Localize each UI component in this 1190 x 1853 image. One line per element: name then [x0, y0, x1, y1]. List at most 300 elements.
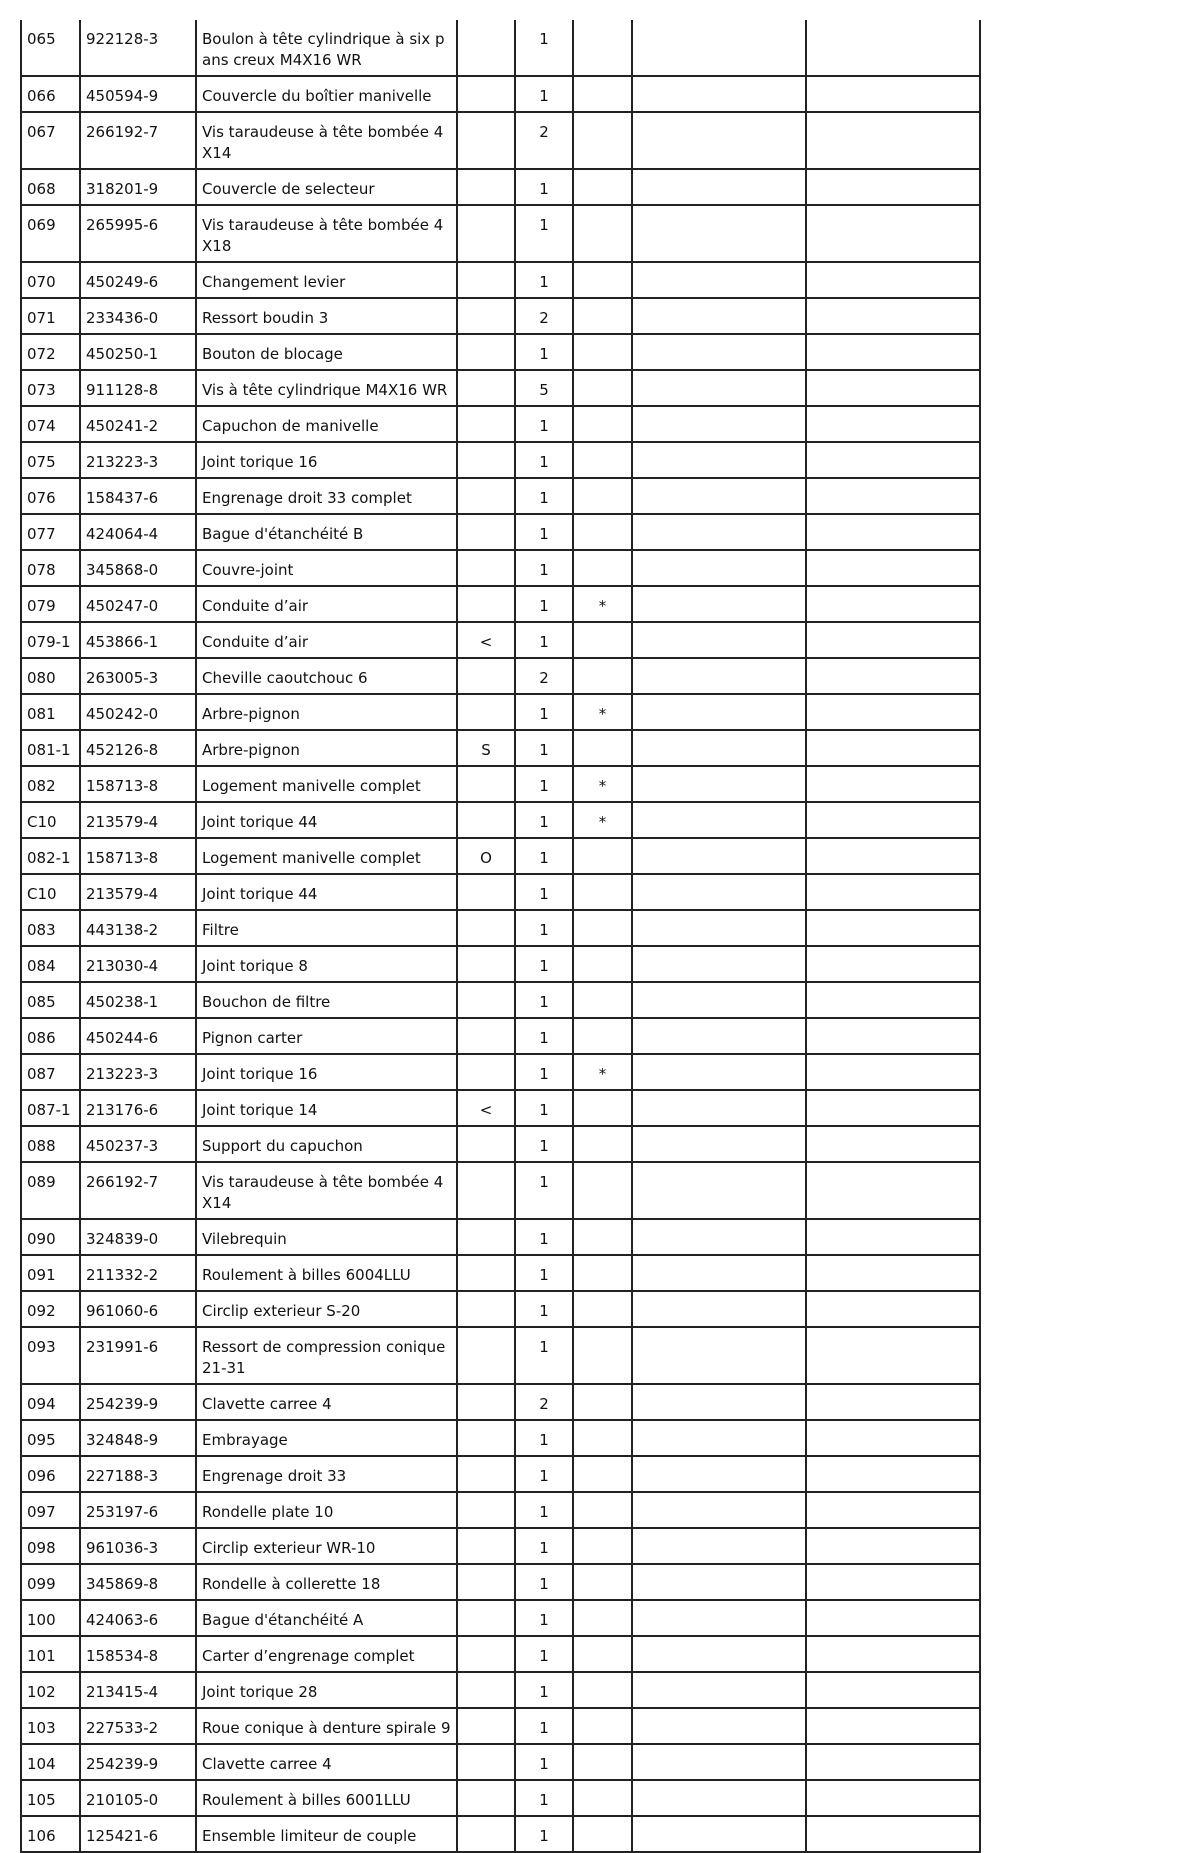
blank-cell — [806, 334, 980, 370]
quantity-cell: 1 — [515, 1528, 573, 1564]
asterisk-cell: * — [573, 586, 632, 622]
blank-cell — [806, 1600, 980, 1636]
asterisk-cell — [573, 205, 632, 262]
quantity-cell: 1 — [515, 802, 573, 838]
item-number-cell: 100 — [21, 1600, 80, 1636]
description-cell: Arbre-pignon — [196, 730, 457, 766]
note-mark-cell — [457, 478, 515, 514]
part-number-cell: 324839-0 — [80, 1219, 196, 1255]
item-number-cell: 091 — [21, 1255, 80, 1291]
blank-cell — [632, 730, 806, 766]
table-row — [21, 406, 980, 442]
part-number-cell: 266192-7 — [80, 1162, 196, 1219]
quantity-cell: 1 — [515, 1291, 573, 1327]
part-number-cell: 227188-3 — [80, 1456, 196, 1492]
description-cell: Ensemble limiteur de couple — [196, 1816, 457, 1852]
part-number-cell: 265995-6 — [80, 205, 196, 262]
description-cell: Joint torique 16 — [196, 1054, 457, 1090]
blank-cell — [632, 478, 806, 514]
description-cell: Support du capuchon — [196, 1126, 457, 1162]
blank-cell — [632, 169, 806, 205]
description-cell: Joint torique 28 — [196, 1672, 457, 1708]
blank-cell — [806, 874, 980, 910]
asterisk-cell — [573, 478, 632, 514]
item-number-cell: 093 — [21, 1327, 80, 1384]
note-mark-cell — [457, 1054, 515, 1090]
item-number-cell: 074 — [21, 406, 80, 442]
description-cell: Vis taraudeuse à tête bombée 4X14 — [196, 1162, 457, 1219]
note-mark-cell — [457, 334, 515, 370]
part-number-cell: 213415-4 — [80, 1672, 196, 1708]
table-row — [21, 658, 980, 694]
note-mark-cell — [457, 550, 515, 586]
table-row — [21, 1219, 980, 1255]
quantity-cell: 1 — [515, 478, 573, 514]
description-cell: Cheville caoutchouc 6 — [196, 658, 457, 694]
asterisk-cell — [573, 730, 632, 766]
blank-cell — [806, 1492, 980, 1528]
note-mark-cell — [457, 514, 515, 550]
part-number-cell: 213579-4 — [80, 802, 196, 838]
description-cell: Joint torique 44 — [196, 874, 457, 910]
quantity-cell: 1 — [515, 1744, 573, 1780]
blank-cell — [806, 622, 980, 658]
part-number-cell: 266192-7 — [80, 112, 196, 169]
table-row — [21, 1708, 980, 1744]
blank-cell — [806, 76, 980, 112]
table-row — [21, 112, 980, 169]
asterisk-cell — [573, 1492, 632, 1528]
description-cell: Ressort boudin 3 — [196, 298, 457, 334]
note-mark-cell — [457, 910, 515, 946]
blank-cell — [806, 1636, 980, 1672]
blank-cell — [806, 1744, 980, 1780]
blank-cell — [632, 946, 806, 982]
part-number-cell: 452126-8 — [80, 730, 196, 766]
part-number-cell: 345868-0 — [80, 550, 196, 586]
blank-cell — [632, 1255, 806, 1291]
note-mark-cell — [457, 76, 515, 112]
blank-cell — [806, 946, 980, 982]
asterisk-cell — [573, 1219, 632, 1255]
note-mark-cell — [457, 370, 515, 406]
note-mark-cell — [457, 1162, 515, 1219]
item-number-cell: 087 — [21, 1054, 80, 1090]
item-number-cell: 096 — [21, 1456, 80, 1492]
item-number-cell: 089 — [21, 1162, 80, 1219]
blank-cell — [632, 112, 806, 169]
item-number-cell: 080 — [21, 658, 80, 694]
description-cell: Bague d'étanchéité B — [196, 514, 457, 550]
blank-cell — [632, 910, 806, 946]
quantity-cell: 1 — [515, 20, 573, 76]
part-number-cell: 922128-3 — [80, 20, 196, 76]
note-mark-cell — [457, 946, 515, 982]
part-number-cell: 450594-9 — [80, 76, 196, 112]
note-mark-cell — [457, 1816, 515, 1852]
description-cell: Circlip exterieur S-20 — [196, 1291, 457, 1327]
item-number-cell: 083 — [21, 910, 80, 946]
blank-cell — [632, 658, 806, 694]
description-cell: Joint torique 8 — [196, 946, 457, 982]
item-number-cell: 106 — [21, 1816, 80, 1852]
blank-cell — [632, 1744, 806, 1780]
parts-list-page — [20, 20, 981, 1853]
table-row — [21, 1636, 980, 1672]
part-number-cell: 450250-1 — [80, 334, 196, 370]
item-number-cell: 071 — [21, 298, 80, 334]
description-cell: Couvercle de selecteur — [196, 169, 457, 205]
item-number-cell: 098 — [21, 1528, 80, 1564]
note-mark-cell: S — [457, 730, 515, 766]
quantity-cell: 1 — [515, 1708, 573, 1744]
asterisk-cell — [573, 1327, 632, 1384]
asterisk-cell — [573, 514, 632, 550]
blank-cell — [806, 694, 980, 730]
blank-cell — [632, 1564, 806, 1600]
blank-cell — [632, 1420, 806, 1456]
table-row — [21, 766, 980, 802]
note-mark-cell — [457, 262, 515, 298]
quantity-cell: 1 — [515, 76, 573, 112]
table-row — [21, 1816, 980, 1852]
blank-cell — [806, 169, 980, 205]
asterisk-cell — [573, 1291, 632, 1327]
table-row — [21, 586, 980, 622]
quantity-cell: 2 — [515, 112, 573, 169]
blank-cell — [632, 586, 806, 622]
table-row — [21, 1162, 980, 1219]
table-row — [21, 1054, 980, 1090]
quantity-cell: 1 — [515, 1219, 573, 1255]
item-number-cell: 082 — [21, 766, 80, 802]
part-number-cell: 158713-8 — [80, 838, 196, 874]
blank-cell — [632, 766, 806, 802]
part-number-cell: 424064-4 — [80, 514, 196, 550]
table-row — [21, 1420, 980, 1456]
note-mark-cell — [457, 694, 515, 730]
item-number-cell: 090 — [21, 1219, 80, 1255]
description-cell: Filtre — [196, 910, 457, 946]
blank-cell — [632, 1528, 806, 1564]
asterisk-cell — [573, 298, 632, 334]
blank-cell — [632, 442, 806, 478]
asterisk-cell — [573, 334, 632, 370]
table-row — [21, 1780, 980, 1816]
blank-cell — [806, 586, 980, 622]
table-row — [21, 1456, 980, 1492]
asterisk-cell — [573, 550, 632, 586]
blank-cell — [632, 802, 806, 838]
note-mark-cell — [457, 658, 515, 694]
item-number-cell: 079 — [21, 586, 80, 622]
note-mark-cell — [457, 205, 515, 262]
note-mark-cell — [457, 442, 515, 478]
item-number-cell: C10 — [21, 802, 80, 838]
note-mark-cell — [457, 1420, 515, 1456]
note-mark-cell — [457, 766, 515, 802]
blank-cell — [632, 1816, 806, 1852]
note-mark-cell — [457, 1219, 515, 1255]
blank-cell — [806, 802, 980, 838]
asterisk-cell — [573, 982, 632, 1018]
table-row — [21, 1600, 980, 1636]
item-number-cell: 068 — [21, 169, 80, 205]
blank-cell — [806, 262, 980, 298]
blank-cell — [632, 76, 806, 112]
blank-cell — [806, 838, 980, 874]
item-number-cell: 087-1 — [21, 1090, 80, 1126]
part-number-cell: 961036-3 — [80, 1528, 196, 1564]
blank-cell — [806, 1090, 980, 1126]
asterisk-cell — [573, 622, 632, 658]
quantity-cell: 1 — [515, 1327, 573, 1384]
blank-cell — [806, 982, 980, 1018]
item-number-cell: 081 — [21, 694, 80, 730]
quantity-cell: 1 — [515, 406, 573, 442]
quantity-cell: 1 — [515, 169, 573, 205]
description-cell: Engrenage droit 33 — [196, 1456, 457, 1492]
note-mark-cell — [457, 1672, 515, 1708]
blank-cell — [632, 514, 806, 550]
quantity-cell: 1 — [515, 730, 573, 766]
item-number-cell: 094 — [21, 1384, 80, 1420]
item-number-cell: 097 — [21, 1492, 80, 1528]
asterisk-cell — [573, 1018, 632, 1054]
asterisk-cell — [573, 946, 632, 982]
note-mark-cell: O — [457, 838, 515, 874]
asterisk-cell — [573, 1636, 632, 1672]
asterisk-cell — [573, 1780, 632, 1816]
note-mark-cell — [457, 1384, 515, 1420]
item-number-cell: 103 — [21, 1708, 80, 1744]
description-cell: Circlip exterieur WR-10 — [196, 1528, 457, 1564]
note-mark-cell — [457, 874, 515, 910]
note-mark-cell — [457, 1564, 515, 1600]
part-number-cell: 213579-4 — [80, 874, 196, 910]
blank-cell — [806, 1327, 980, 1384]
description-cell: Clavette carree 4 — [196, 1744, 457, 1780]
blank-cell — [632, 406, 806, 442]
item-number-cell: 102 — [21, 1672, 80, 1708]
quantity-cell: 1 — [515, 1420, 573, 1456]
blank-cell — [632, 334, 806, 370]
description-cell: Rondelle plate 10 — [196, 1492, 457, 1528]
table-row — [21, 694, 980, 730]
part-number-cell: 213223-3 — [80, 1054, 196, 1090]
part-number-cell: 210105-0 — [80, 1780, 196, 1816]
asterisk-cell — [573, 874, 632, 910]
note-mark-cell — [457, 1126, 515, 1162]
description-cell: Vis taraudeuse à tête bombée 4X18 — [196, 205, 457, 262]
description-cell: Rondelle à collerette 18 — [196, 1564, 457, 1600]
note-mark-cell — [457, 406, 515, 442]
table-row — [21, 1255, 980, 1291]
item-number-cell: 092 — [21, 1291, 80, 1327]
table-row — [21, 1492, 980, 1528]
quantity-cell: 1 — [515, 262, 573, 298]
quantity-cell: 1 — [515, 205, 573, 262]
quantity-cell: 1 — [515, 1672, 573, 1708]
note-mark-cell — [457, 169, 515, 205]
blank-cell — [632, 1126, 806, 1162]
item-number-cell: 066 — [21, 76, 80, 112]
table-row — [21, 20, 980, 76]
description-cell: Boulon à tête cylindrique à six pans creux M4X16 WR — [196, 20, 457, 76]
blank-cell — [806, 20, 980, 76]
blank-cell — [806, 766, 980, 802]
part-number-cell: 254239-9 — [80, 1384, 196, 1420]
item-number-cell: 065 — [21, 20, 80, 76]
item-number-cell: 088 — [21, 1126, 80, 1162]
note-mark-cell — [457, 1255, 515, 1291]
asterisk-cell — [573, 262, 632, 298]
part-number-cell: 263005-3 — [80, 658, 196, 694]
description-cell: Conduite d’air — [196, 622, 457, 658]
item-number-cell: 079-1 — [21, 622, 80, 658]
blank-cell — [632, 1456, 806, 1492]
item-number-cell: 070 — [21, 262, 80, 298]
asterisk-cell: * — [573, 694, 632, 730]
asterisk-cell — [573, 910, 632, 946]
blank-cell — [806, 478, 980, 514]
table-row — [21, 76, 980, 112]
blank-cell — [806, 550, 980, 586]
quantity-cell: 1 — [515, 982, 573, 1018]
part-number-cell: 158534-8 — [80, 1636, 196, 1672]
quantity-cell: 1 — [515, 1492, 573, 1528]
part-number-cell: 450242-0 — [80, 694, 196, 730]
blank-cell — [806, 658, 980, 694]
blank-cell — [806, 1018, 980, 1054]
quantity-cell: 1 — [515, 1255, 573, 1291]
blank-cell — [632, 694, 806, 730]
part-number-cell: 227533-2 — [80, 1708, 196, 1744]
item-number-cell: 086 — [21, 1018, 80, 1054]
parts-table-body — [21, 20, 980, 1852]
note-mark-cell: < — [457, 1090, 515, 1126]
note-mark-cell — [457, 1492, 515, 1528]
blank-cell — [806, 406, 980, 442]
part-number-cell: 450241-2 — [80, 406, 196, 442]
blank-cell — [806, 112, 980, 169]
table-row — [21, 1291, 980, 1327]
quantity-cell: 1 — [515, 1126, 573, 1162]
item-number-cell: C10 — [21, 874, 80, 910]
blank-cell — [632, 1600, 806, 1636]
part-number-cell: 213223-3 — [80, 442, 196, 478]
description-cell: Vis à tête cylindrique M4X16 WR — [196, 370, 457, 406]
part-number-cell: 158713-8 — [80, 766, 196, 802]
note-mark-cell — [457, 1456, 515, 1492]
asterisk-cell — [573, 1420, 632, 1456]
asterisk-cell — [573, 1708, 632, 1744]
quantity-cell: 1 — [515, 1816, 573, 1852]
blank-cell — [806, 370, 980, 406]
blank-cell — [806, 1816, 980, 1852]
part-number-cell: 961060-6 — [80, 1291, 196, 1327]
asterisk-cell — [573, 1384, 632, 1420]
quantity-cell: 1 — [515, 586, 573, 622]
blank-cell — [632, 1162, 806, 1219]
table-row — [21, 622, 980, 658]
description-cell: Roulement à billes 6004LLU — [196, 1255, 457, 1291]
description-cell: Joint torique 16 — [196, 442, 457, 478]
asterisk-cell — [573, 20, 632, 76]
blank-cell — [632, 1672, 806, 1708]
asterisk-cell — [573, 406, 632, 442]
table-row — [21, 205, 980, 262]
table-row — [21, 550, 980, 586]
description-cell: Ressort de compression conique 21-31 — [196, 1327, 457, 1384]
description-cell: Joint torique 44 — [196, 802, 457, 838]
part-number-cell: 213176-6 — [80, 1090, 196, 1126]
description-cell: Joint torique 14 — [196, 1090, 457, 1126]
note-mark-cell — [457, 1636, 515, 1672]
asterisk-cell: * — [573, 802, 632, 838]
table-row — [21, 478, 980, 514]
description-cell: Conduite d’air — [196, 586, 457, 622]
blank-cell — [806, 1528, 980, 1564]
note-mark-cell — [457, 298, 515, 334]
blank-cell — [632, 622, 806, 658]
blank-cell — [806, 1672, 980, 1708]
blank-cell — [632, 1018, 806, 1054]
table-row — [21, 1564, 980, 1600]
part-number-cell: 424063-6 — [80, 1600, 196, 1636]
asterisk-cell — [573, 1162, 632, 1219]
item-number-cell: 095 — [21, 1420, 80, 1456]
table-row — [21, 838, 980, 874]
note-mark-cell — [457, 802, 515, 838]
blank-cell — [806, 730, 980, 766]
item-number-cell: 099 — [21, 1564, 80, 1600]
description-cell: Carter d’engrenage complet — [196, 1636, 457, 1672]
quantity-cell: 1 — [515, 1054, 573, 1090]
blank-cell — [806, 1420, 980, 1456]
quantity-cell: 1 — [515, 946, 573, 982]
blank-cell — [806, 910, 980, 946]
note-mark-cell — [457, 112, 515, 169]
blank-cell — [806, 1219, 980, 1255]
asterisk-cell — [573, 1528, 632, 1564]
table-row — [21, 1744, 980, 1780]
item-number-cell: 085 — [21, 982, 80, 1018]
quantity-cell: 1 — [515, 694, 573, 730]
table-row — [21, 1327, 980, 1384]
description-cell: Couvercle du boîtier manivelle — [196, 76, 457, 112]
table-row — [21, 946, 980, 982]
asterisk-cell — [573, 838, 632, 874]
item-number-cell: 084 — [21, 946, 80, 982]
table-row — [21, 1672, 980, 1708]
part-number-cell: 231991-6 — [80, 1327, 196, 1384]
quantity-cell: 1 — [515, 334, 573, 370]
table-row — [21, 1384, 980, 1420]
blank-cell — [632, 1780, 806, 1816]
note-mark-cell — [457, 1744, 515, 1780]
part-number-cell: 450249-6 — [80, 262, 196, 298]
blank-cell — [632, 1327, 806, 1384]
quantity-cell: 1 — [515, 514, 573, 550]
description-cell: Roulement à billes 6001LLU — [196, 1780, 457, 1816]
asterisk-cell — [573, 1564, 632, 1600]
quantity-cell: 2 — [515, 298, 573, 334]
part-number-cell: 450237-3 — [80, 1126, 196, 1162]
description-cell: Changement levier — [196, 262, 457, 298]
part-number-cell: 345869-8 — [80, 1564, 196, 1600]
blank-cell — [632, 1054, 806, 1090]
